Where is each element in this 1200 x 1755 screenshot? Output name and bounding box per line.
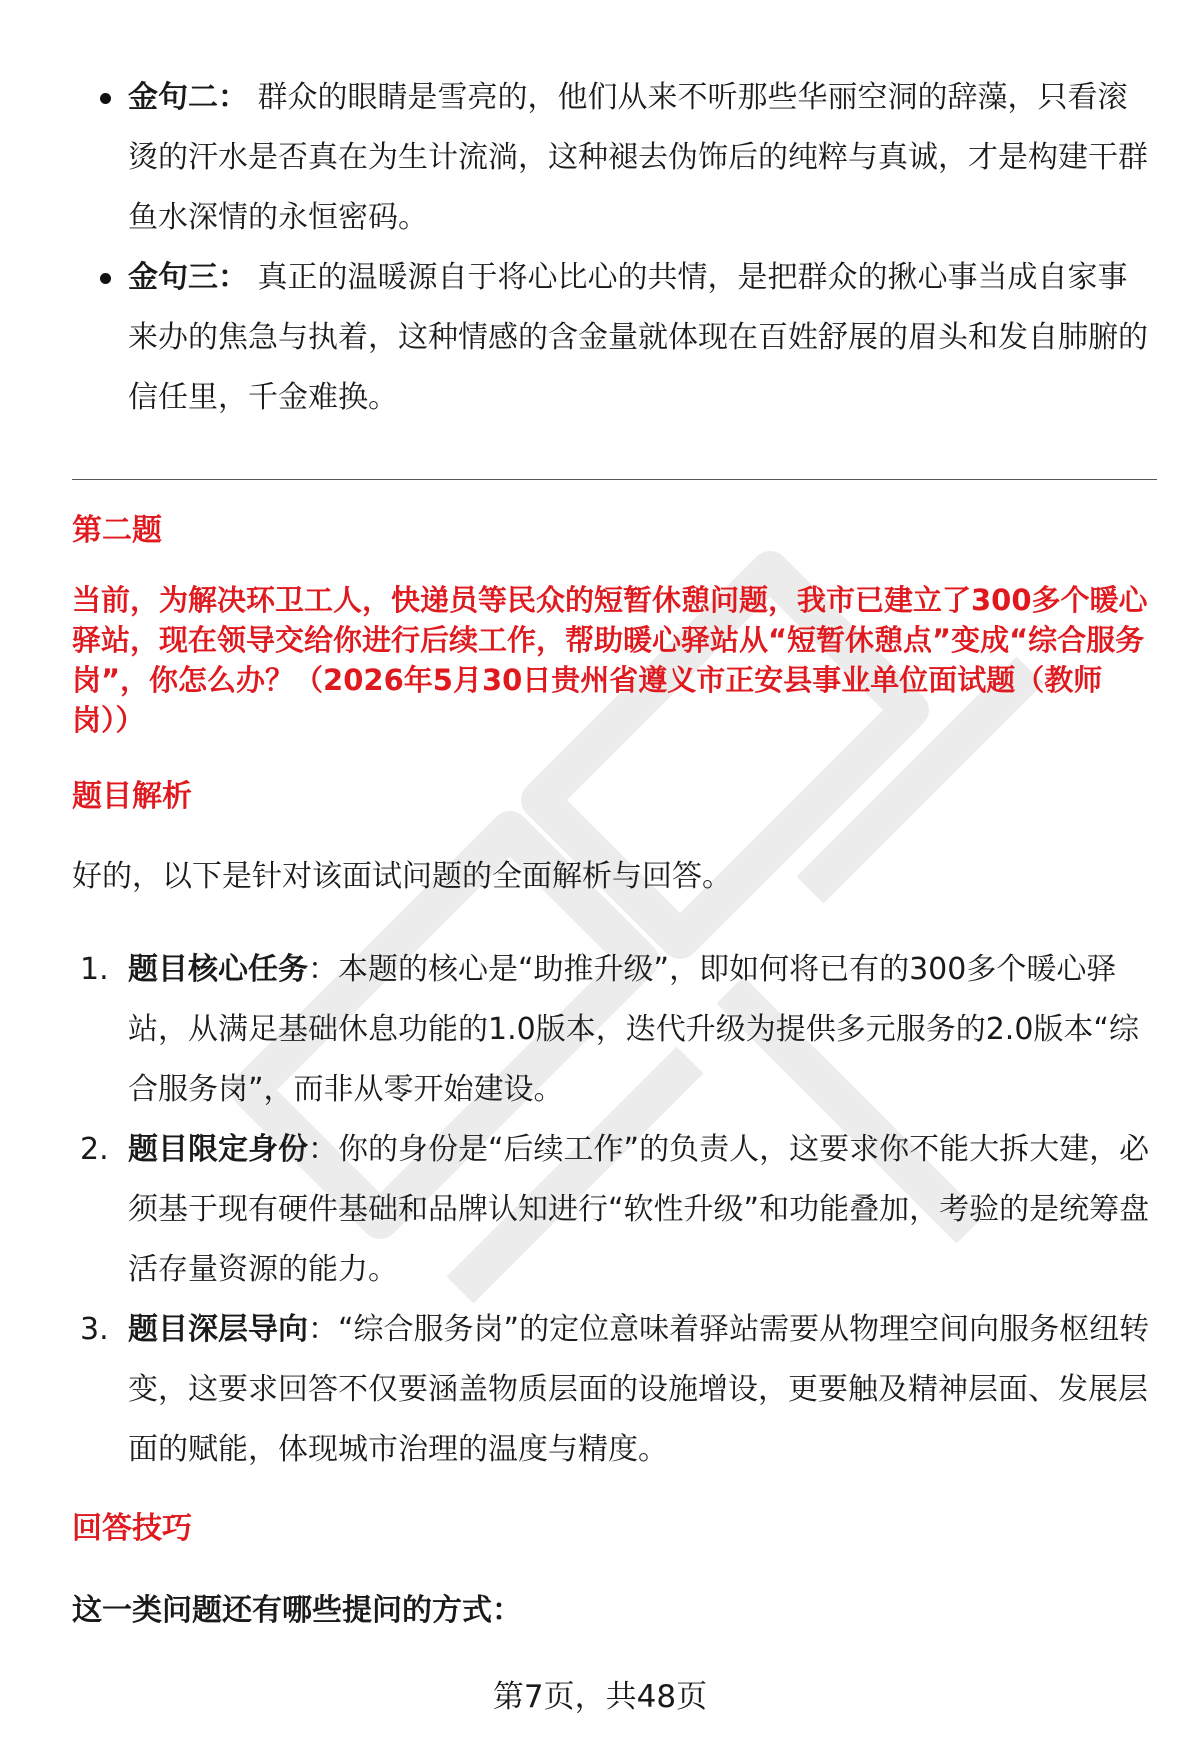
tips-heading: 回答技巧: [72, 1511, 192, 1546]
bullet-text: 群众的眼睛是雪亮的，他们从来不听那些华丽空洞的辞藻，只看滚烫的汗水是否真在为生计流淌，这种褪去伪饰后的纯粹与真诚，才是构建干群鱼水深情的永恒密码。: [128, 80, 1148, 235]
item-number: 2.: [80, 1132, 109, 1167]
analysis-list: [80, 940, 1150, 1480]
bullet-dot-icon: [100, 273, 111, 284]
list-item: [80, 1120, 1150, 1300]
item-label: 题目深层导向: [128, 1312, 308, 1347]
bullet-item: [100, 248, 1150, 428]
list-item: [80, 1300, 1150, 1480]
ask-heading: 这一类问题还有哪些提问的方式：: [72, 1593, 522, 1628]
analysis-heading: 题目解析: [72, 779, 192, 814]
item-text: ：本题的核心是“助推升级”，即如何将已有的300多个暖心驿站，从满足基础休息功能的1.0版本，迭代升级为提供多元服务的2.0版本“综合服务岗”，而非从零开始建设。: [128, 952, 1139, 1107]
page-footer: 第7页，共48页: [492, 1679, 708, 1715]
bullet-label: 金句二：: [128, 80, 248, 115]
question-text: 当前，为解决环卫工人，快递员等民众的短暂休憩问题，我市已建立了300多个暖心驿站，现在领导交给你进行后续工作，帮助暖心驿站从“短暂休憩点”变成“综合服务岗”，你怎么办？（2026年5月30日贵州省遵义市正安县事业单位面试题（教师岗））: [72, 583, 1148, 737]
section-divider: [72, 479, 1157, 480]
bullet-label: 金句三：: [128, 260, 248, 295]
item-number: 1.: [80, 952, 109, 987]
item-label: 题目限定身份: [128, 1132, 308, 1167]
list-item: [80, 940, 1150, 1120]
item-number: 3.: [80, 1312, 109, 1347]
bullet-item: [100, 68, 1150, 248]
bullet-text: 真正的温暖源自于将心比心的共情，是把群众的揪心事当成自家事来办的焦急与执着，这种情感的含金量就体现在百姓舒展的眉头和发自肺腑的信任里，千金难换。: [128, 260, 1148, 415]
quote-bullet-list: [100, 68, 1150, 428]
bullet-dot-icon: [100, 93, 111, 104]
intro-text: 好的，以下是针对该面试问题的全面解析与回答。: [72, 859, 732, 894]
item-text: ：你的身份是“后续工作”的负责人，这要求你不能大拆大建，必须基于现有硬件基础和品牌认知进行“软性升级”和功能叠加，考验的是统筹盘活存量资源的能力。: [128, 1132, 1150, 1287]
item-label: 题目核心任务: [128, 952, 308, 987]
item-text: ：“综合服务岗”的定位意味着驿站需要从物理空间向服务枢纽转变，这要求回答不仅要涵盖物质层面的设施增设，更要触及精神层面、发展层面的赋能，体现城市治理的温度与精度。: [128, 1312, 1150, 1467]
section-title: 第二题: [72, 513, 162, 548]
